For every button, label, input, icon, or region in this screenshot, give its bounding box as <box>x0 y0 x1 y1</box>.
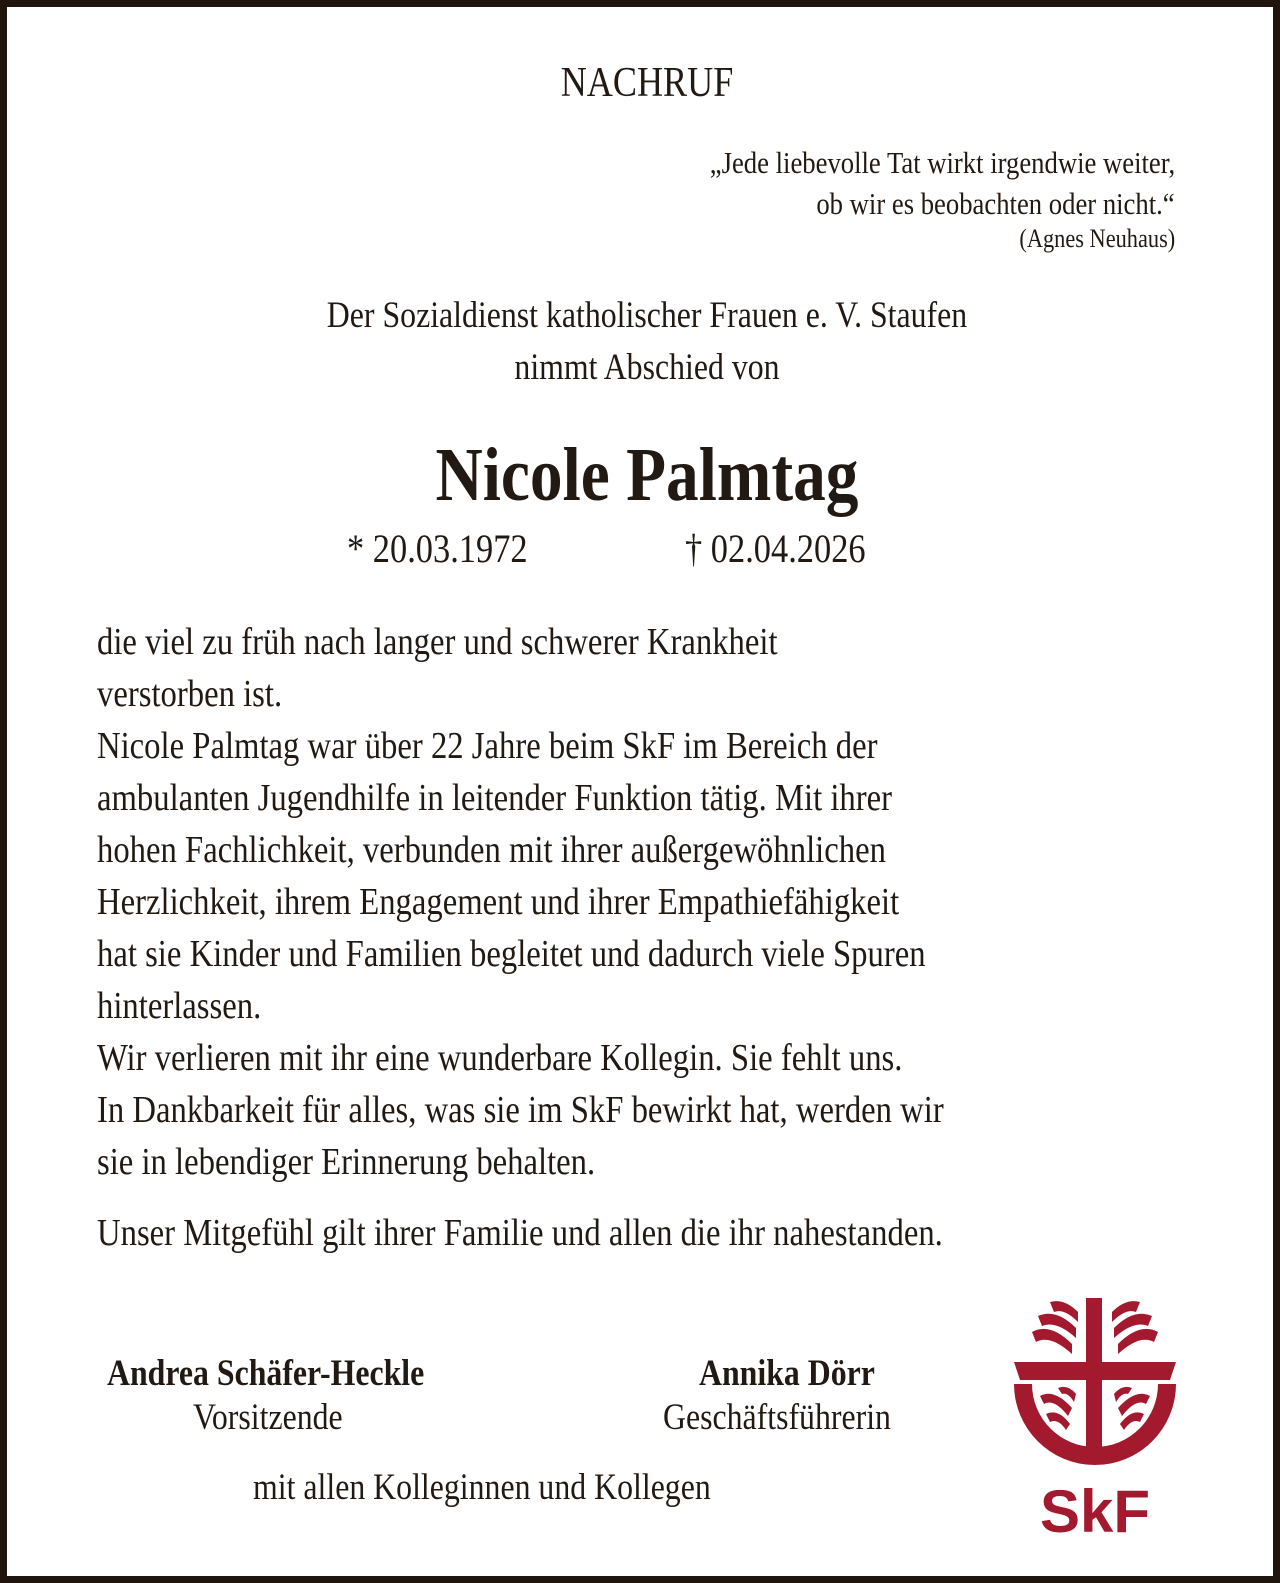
signatory-name-2: Annika Dörr <box>699 1353 875 1394</box>
body-line: hohen Fachlichkeit, verbunden mit ihrer außergewöhnlichen <box>97 829 886 871</box>
skf-logo-text: SkF <box>1039 1478 1151 1542</box>
quote-author: (Agnes Neuhaus) <box>1019 224 1175 253</box>
body-line: Wir verlieren mit ihr eine wunderbare Kollegin. Sie fehlt uns. <box>97 1037 903 1079</box>
deceased-name: Nicole Palmtag <box>435 433 859 517</box>
body-line: hinterlassen. <box>97 985 262 1027</box>
body-line: Herzlichkeit, ihrem Engagement und ihrer Empathiefähigkeit <box>97 881 900 923</box>
birth-date: * 20.03.1972 <box>347 526 528 571</box>
body-line: verstorben ist. <box>97 673 283 715</box>
body-line: sie in lebendiger Erinnerung behalten. <box>97 1141 596 1183</box>
skf-cross-logo-icon <box>1010 1292 1180 1542</box>
body-line: ambulanten Jugendhilfe in leitender Funktion tätig. Mit ihrer <box>97 777 893 819</box>
organization-line-1: Der Sozialdienst katholischer Frauen e. V. Staufen <box>326 295 968 336</box>
body-line: In Dankbarkeit für alles, was sie im SkF bewirkt hat, werden wir <box>97 1089 944 1131</box>
closing-sentence: Unser Mitgefühl gilt ihrer Familie und allen die ihr nahestanden. <box>97 1212 943 1254</box>
notice-title: NACHRUF <box>560 60 734 106</box>
body-line: die viel zu früh nach langer und schwerer Krankheit <box>97 621 778 663</box>
signatory-role-2: Geschäftsführerin <box>663 1397 891 1438</box>
body-line: hat sie Kinder und Familien begleitet und dadurch viele Spuren <box>97 933 926 975</box>
colleagues-line: mit allen Kolleginnen und Kollegen <box>253 1467 711 1508</box>
skf-logo <box>1010 1292 1180 1542</box>
organization-line-2: nimmt Abschied von <box>514 347 780 388</box>
signatory-role-1: Vorsitzende <box>193 1397 343 1438</box>
quote-line-2: ob wir es beobachten oder nicht.“ <box>816 186 1175 221</box>
body-line: Nicole Palmtag war über 22 Jahre beim SkF im Bereich der <box>97 725 878 767</box>
death-date: † 02.04.2026 <box>685 526 866 571</box>
quote-line-1: „Jede liebevolle Tat wirkt irgendwie weiter, <box>709 145 1175 180</box>
signatory-name-1: Andrea Schäfer-Heckle <box>107 1353 425 1394</box>
